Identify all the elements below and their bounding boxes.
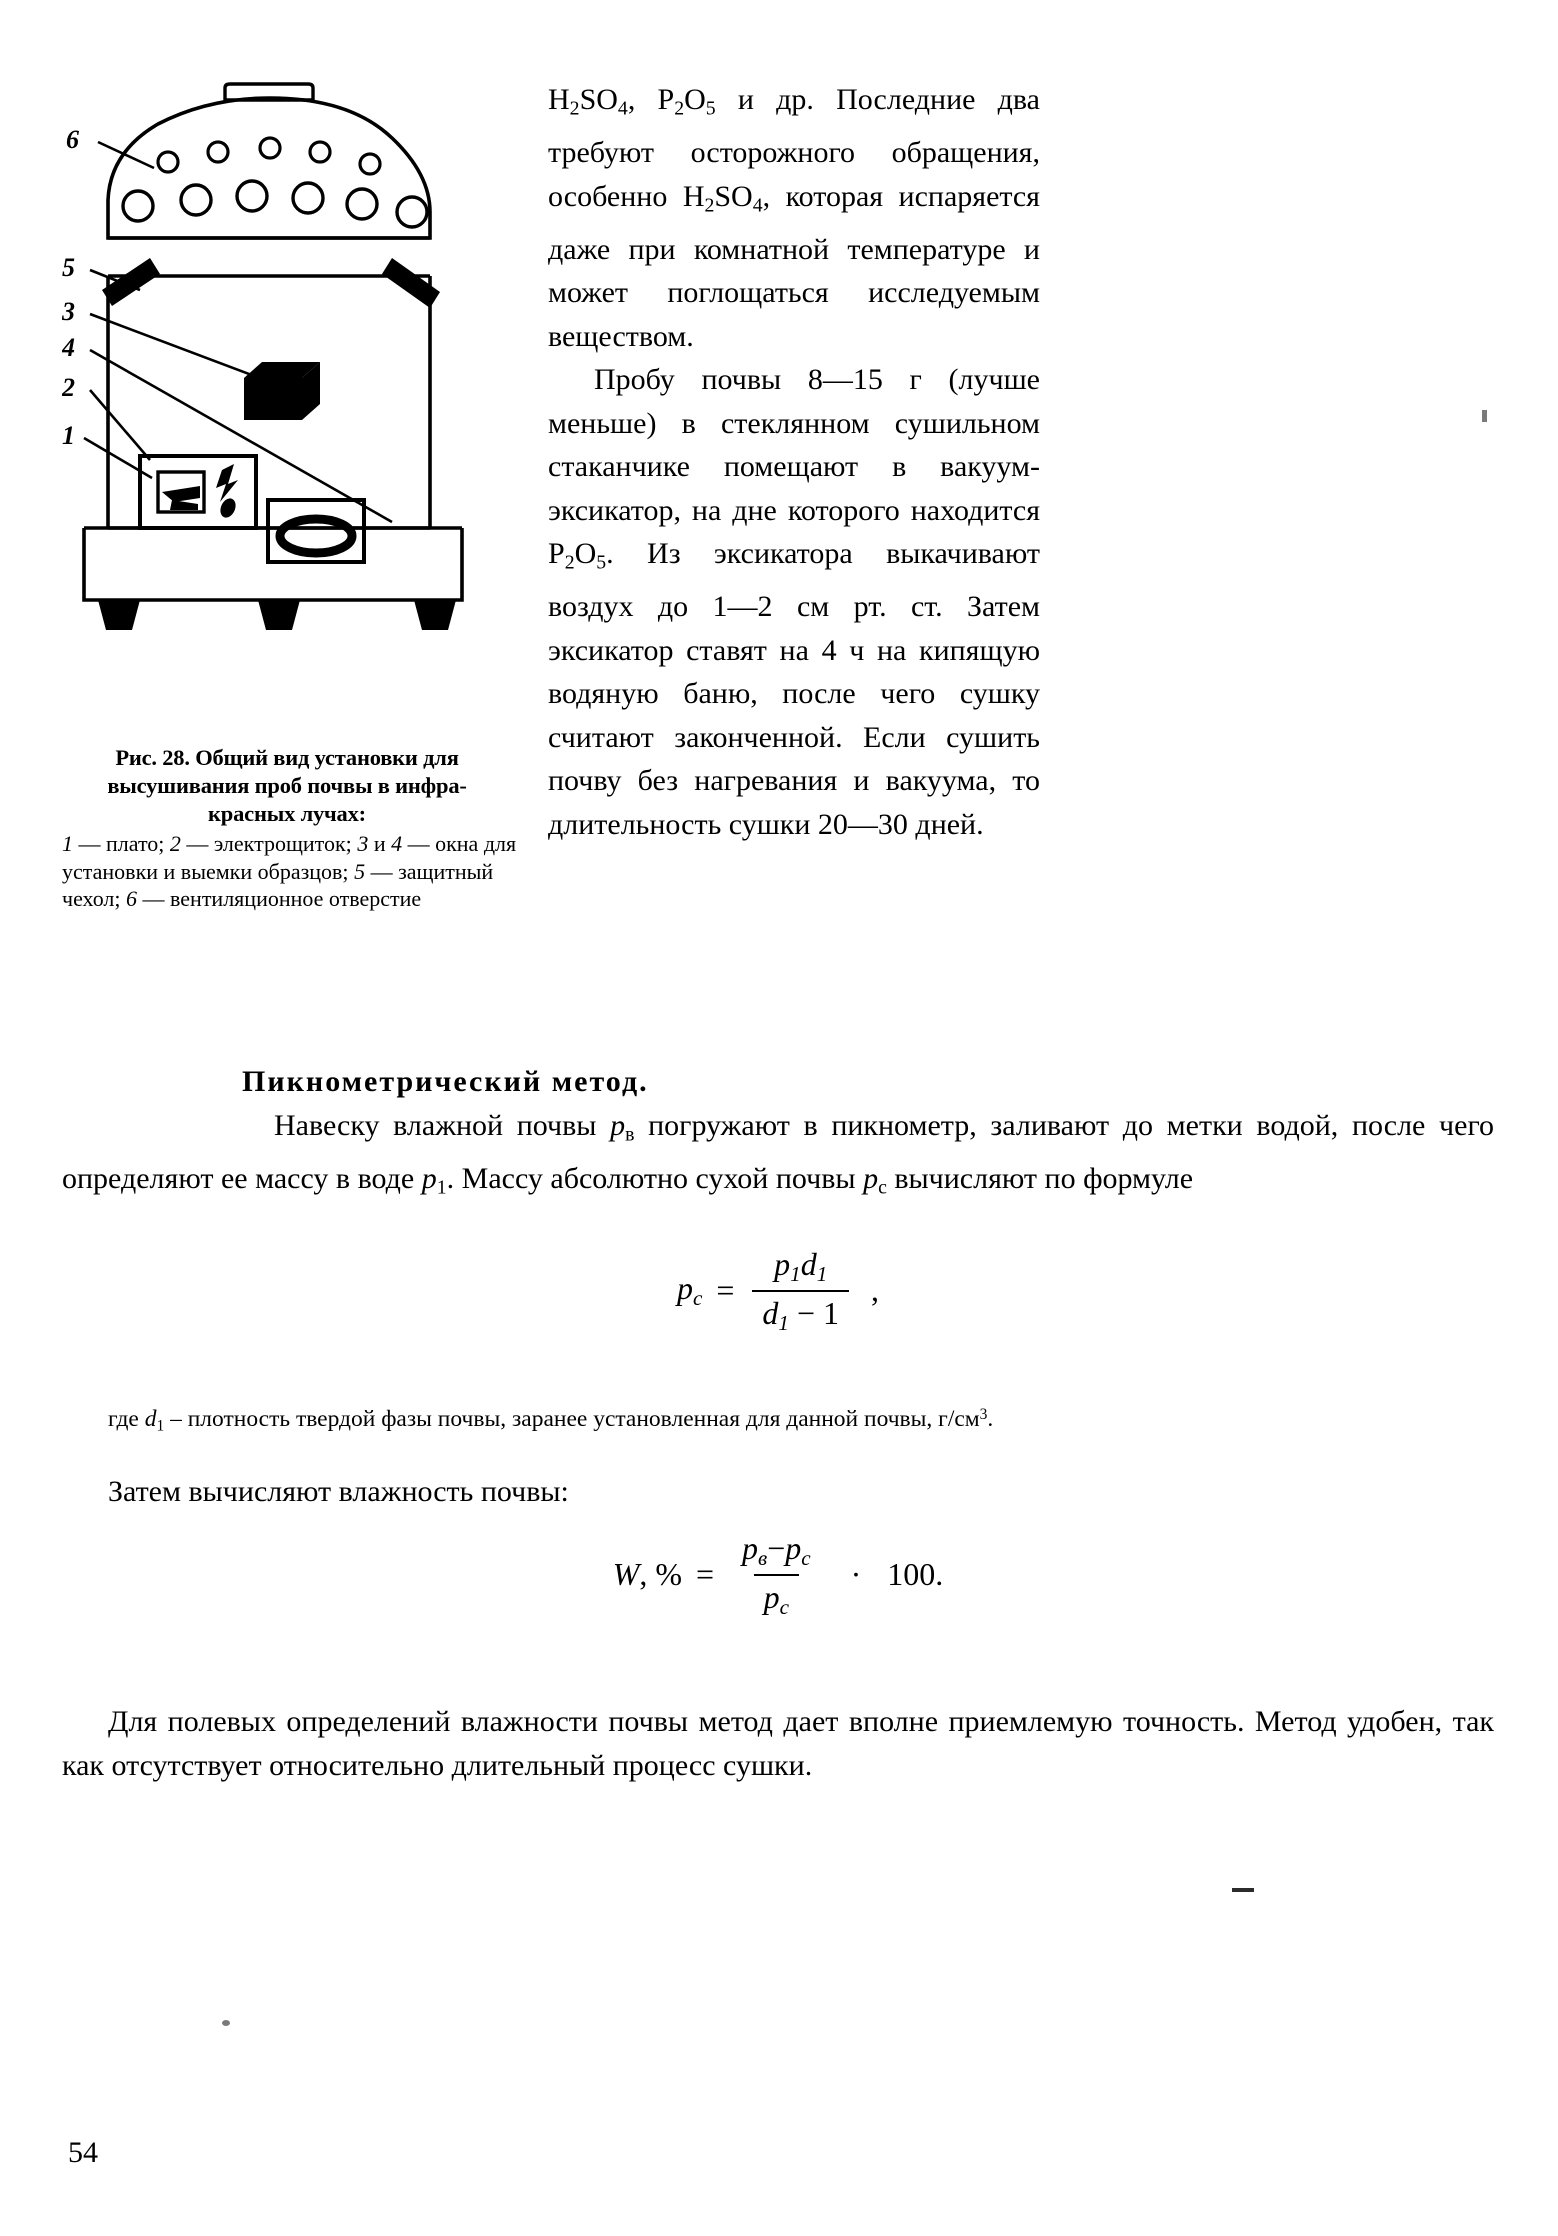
conclusion-text: Для полевых определений влажности почвы метод дает вполне приемлемую точность. Метод удобен, так как отсутствует относительно длительный процесс сушки.: [62, 1705, 1494, 1782]
figure-caption-line-1: Рис. 28. Общий вид установки для: [115, 745, 459, 770]
figure-28-apparatus: [62, 60, 532, 760]
ventilation-holes-upper: [158, 138, 380, 174]
pycnometric-block: Пикнометрический метод. Навеску влажной почвы $p_в$ погружают в пикнометр, заливают до метки водой, после чего определяют ее массу в воде $p_1$. Массу абсолютно сухой почвы $p_с$ вычисляют по формуле: [62, 1065, 1494, 1199]
svg-text:6: 6: [66, 125, 79, 154]
right-text-column: [548, 78, 1040, 846]
formula1-lhs-sub: с: [692, 1286, 703, 1311]
top-two-column-block: [0, 0, 1558, 1040]
formula1-lhs: p: [676, 1270, 693, 1307]
formula2-equals: =: [696, 1556, 715, 1593]
formula2-multiplier-dot: ·: [850, 1556, 862, 1593]
svg-text:1: 1: [62, 421, 75, 450]
method-heading: Пикнометрический метод.: [242, 1065, 649, 1098]
body-paragraph-moisture-intro: [62, 1470, 1494, 1514]
formula-soil-moisture: [62, 1530, 1494, 1620]
formula1-trailing-comma: ,: [871, 1272, 880, 1309]
scan-speck-low: [222, 2020, 230, 2026]
svg-text:3: 3: [62, 297, 75, 326]
moisture-intro-text: Затем вычисляют влажность почвы:: [108, 1475, 569, 1508]
formula2-lhs: W: [612, 1556, 640, 1593]
paragraph-sample-prep: Пробу почвы 8—15 г (лучше меньше) в стеклянном сушильном стаканчике помещают в вакуум-эксикатор, на дне которого находится $P_2O_5$. Из эксикатора выкачивают воздух до 1—2 см рт. ст. Затем эксикатор ставят на 4 ч на кипящую водяную баню, после чего сушку считают законченной. Если сушить почву без нагревания и вакуума, то длительность сушки 20—30 дней.: [548, 363, 1040, 841]
formula-dry-soil-mass: [62, 1246, 1494, 1336]
formula-note-density: где $d_1$ – плотность твердой фазы почвы, заранее установленная для данной почвы, $г/см^3$.: [108, 1406, 994, 1435]
formula2-numerator: $p_в-p_с$: [742, 1530, 811, 1570]
equation-2: [613, 1530, 944, 1620]
equation-1: [677, 1246, 879, 1336]
formula2-denominator: $p_с$: [754, 1574, 799, 1620]
formula1-fraction: [752, 1246, 849, 1336]
feet: [98, 600, 456, 630]
knob-oval: [268, 500, 364, 562]
svg-text:2: 2: [62, 373, 75, 402]
scan-speck-dash: [1232, 1888, 1254, 1892]
body-paragraph-conclusion: [62, 1700, 1494, 1787]
sample-block: [244, 362, 320, 420]
formula2-multiplier-value: 100.: [887, 1556, 944, 1593]
paragraph-acids: $H_2SO_4$, $P_2O_5$ и др. Последние два требуют осторожного обращения, особенно $H_2SO_4$, которая испаряется даже при комнатной температуре и может поглощаться исследуемым веществом.: [548, 83, 1040, 353]
svg-text:5: 5: [62, 253, 75, 282]
figure-legend: 1 — плато; 2 — электрощиток; 3 и 4 — окна для установки и выемки образцов; 5 — защитный чехол; 6 — вентиляционное отверстие: [62, 831, 517, 911]
infrared-dryer-diagram-svg: [62, 60, 532, 760]
scan-speck-right: [1482, 410, 1487, 422]
callout-numbers: [62, 125, 79, 450]
svg-text:4: 4: [62, 333, 75, 362]
figure-caption-line-2: высушивания проб почвы в инфра-: [107, 773, 467, 798]
sample-windows: [102, 258, 440, 308]
formula1-denominator: $d_1 - 1$: [752, 1290, 849, 1336]
formula2-fraction: [732, 1530, 821, 1620]
figure-caption: [62, 744, 512, 828]
formula1-numerator: $p_1d_1$: [774, 1246, 828, 1286]
figure-caption-line-3: красных лучах:: [208, 801, 366, 826]
ventilation-holes-lower: [123, 181, 427, 227]
body-paragraph-pycnometric: [62, 1060, 1494, 1210]
formula2-lhs-rest: , %: [639, 1556, 682, 1593]
page-number: 54: [68, 2136, 98, 2169]
formula1-equals: =: [716, 1272, 735, 1309]
